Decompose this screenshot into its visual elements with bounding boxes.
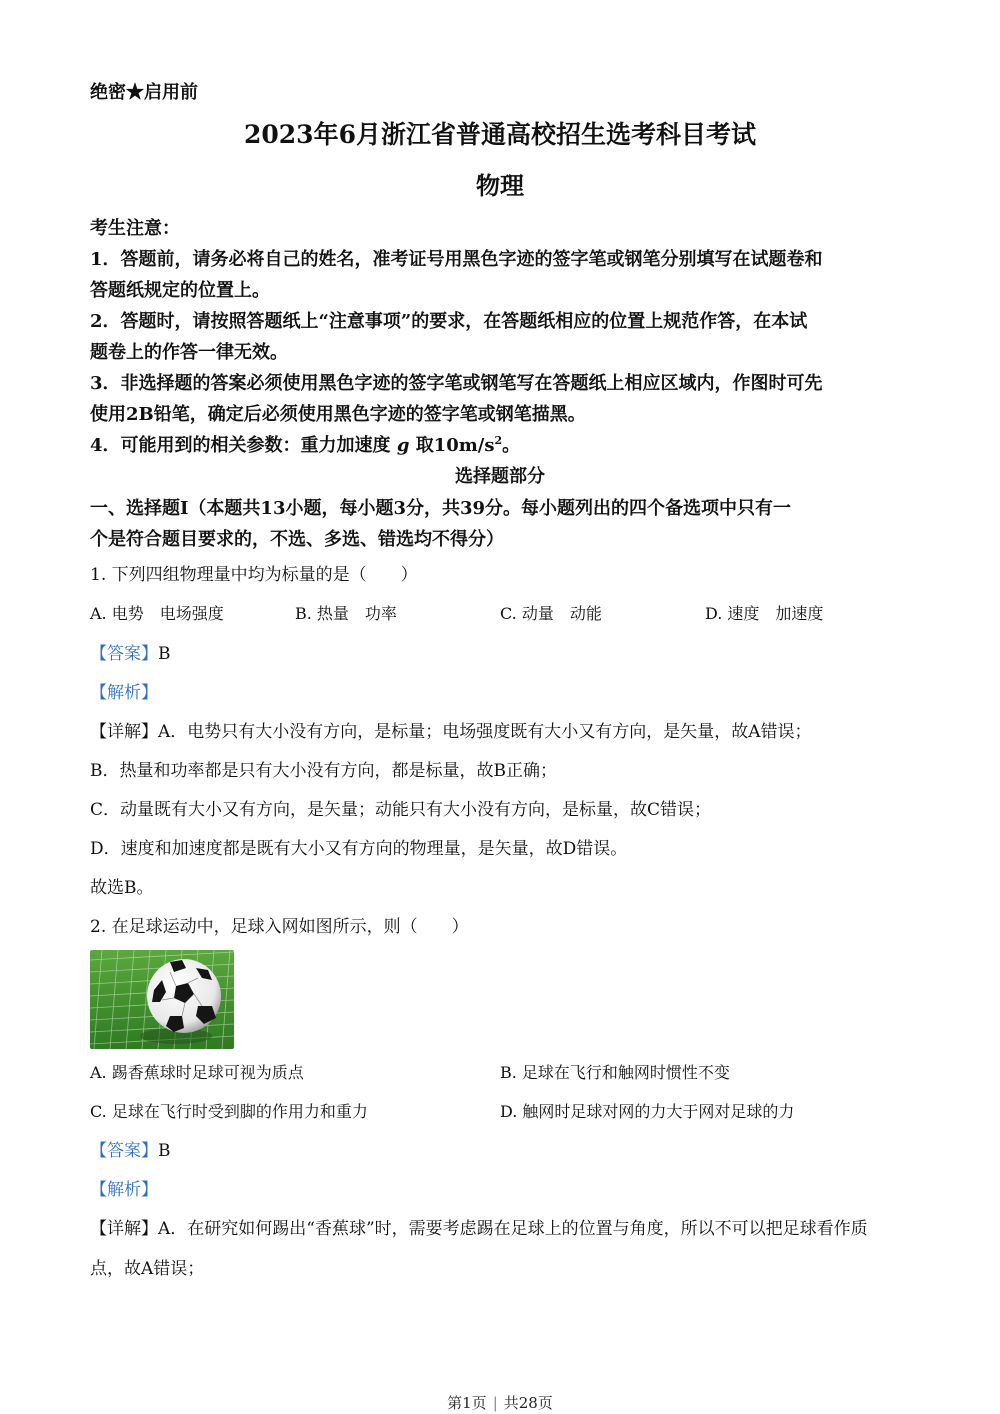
soccer-ball-icon [90,950,234,1049]
page-total: 共28页 [503,1394,553,1412]
page-footer [0,1393,1000,1413]
section-heading-line2: 个是符合题目要求的，不选、多选、错选均不得分） [90,529,504,550]
notice-item4-end: 。 [502,435,521,456]
q1-detail-b: B．热量和功率都是只有大小没有方向，都是标量，故B正确； [90,761,557,781]
q1-detail-tag: 【详解】 [90,722,158,742]
q1-option-c: C. 动量 动能 [500,604,602,623]
page-number: 第1页 [447,1394,487,1412]
q1-detail-a [90,721,812,743]
part-title: 选择题部分 [455,466,545,487]
q2-detail-a-line2: 点，故A错误； [90,1259,205,1279]
exam-title: 2023年6月浙江省普通高校招生选考科目考试 [244,120,756,149]
footer-separator: | [492,1394,498,1412]
q2-option-d: D. 触网时足球对网的力大于网对足球的力 [500,1102,795,1121]
notice-item4-mid: 取10m/s [415,435,495,456]
q1-detail-d: D．速度和加速度都是既有大小又有方向的物理量，是矢量，故D错误。 [90,839,628,859]
q1-option-a: A. 电势 电场强度 [90,604,224,623]
notice-item4-var: g [396,435,410,456]
q2-answer-value: B [158,1141,171,1161]
q2-answer [90,1140,171,1162]
notice-item4-pre: 4．可能用到的相关参数：重力加速度 [90,435,391,456]
q2-option-b: B. 足球在飞行和触网时惯性不变 [500,1063,730,1082]
q1-answer-tag: 【答案】 [90,644,158,664]
notice-item1-line2: 答题纸规定的位置上。 [90,280,270,301]
section-heading-line1: 一、选择题Ⅰ（本题共13小题，每小题3分，共39分。每小题列出的四个备选项中只有一 [90,498,792,519]
q2-answer-tag: 【答案】 [90,1141,158,1161]
q1-analysis-tag: 【解析】 [90,683,158,703]
q1-option-d: D. 速度 加速度 [705,604,824,623]
q1-option-b: B. 热量 功率 [295,604,397,623]
notice-item3-line2: 使用2B铅笔，确定后必须使用黑色字迹的签字笔或钢笔描黑。 [90,404,586,425]
q1-stem: 1. 下列四组物理量中均为标量的是（ ） [90,565,418,585]
q1-answer-value: B [158,644,171,664]
q1-detail-c: C．动量既有大小又有方向，是矢量；动能只有大小没有方向，是标量，故C错误； [90,800,712,820]
q2-option-a: A. 踢香蕉球时足球可视为质点 [90,1063,304,1082]
notice-item4 [90,435,520,457]
notice-heading: 考生注意： [90,218,180,239]
q1-conclusion: 故选B。 [90,878,154,898]
q2-detail-a-line1 [90,1218,868,1240]
q2-stem: 2. 在足球运动中，足球入网如图所示，则（ ） [90,917,469,937]
notice-item2-line1: 2．答题时，请按照答题纸上“注意事项”的要求，在答题纸相应的位置上规范作答，在本试 [90,311,808,332]
soccer-goal-photo [90,950,234,1049]
notice-item1-line1: 1．答题前，请务必将自己的姓名，准考证号用黑色字迹的签字笔或钢笔分别填写在试题卷和 [90,249,823,270]
notice-item4-sup: 2 [494,434,503,447]
q2-analysis-tag: 【解析】 [90,1180,158,1200]
q1-answer [90,643,171,665]
q2-detail-a-text: A．在研究如何踢出“香蕉球”时，需要考虑踢在足球上的位置与角度，所以不可以把足球看作质 [158,1219,868,1239]
secret-mark: 绝密★启用前 [90,82,198,103]
q1-detail-a-text: A．电势只有大小没有方向，是标量；电场强度既有大小又有方向，是矢量，故A错误； [158,722,812,742]
notice-item3-line1: 3．非选择题的答案必须使用黑色字迹的签字笔或钢笔写在答题纸上相应区域内，作图时可先 [90,373,823,394]
notice-item2-line2: 题卷上的作答一律无效。 [90,342,288,363]
q2-detail-tag: 【详解】 [90,1219,158,1239]
q2-option-c: C. 足球在飞行时受到脚的作用力和重力 [90,1102,368,1121]
subject-title: 物理 [476,171,524,200]
